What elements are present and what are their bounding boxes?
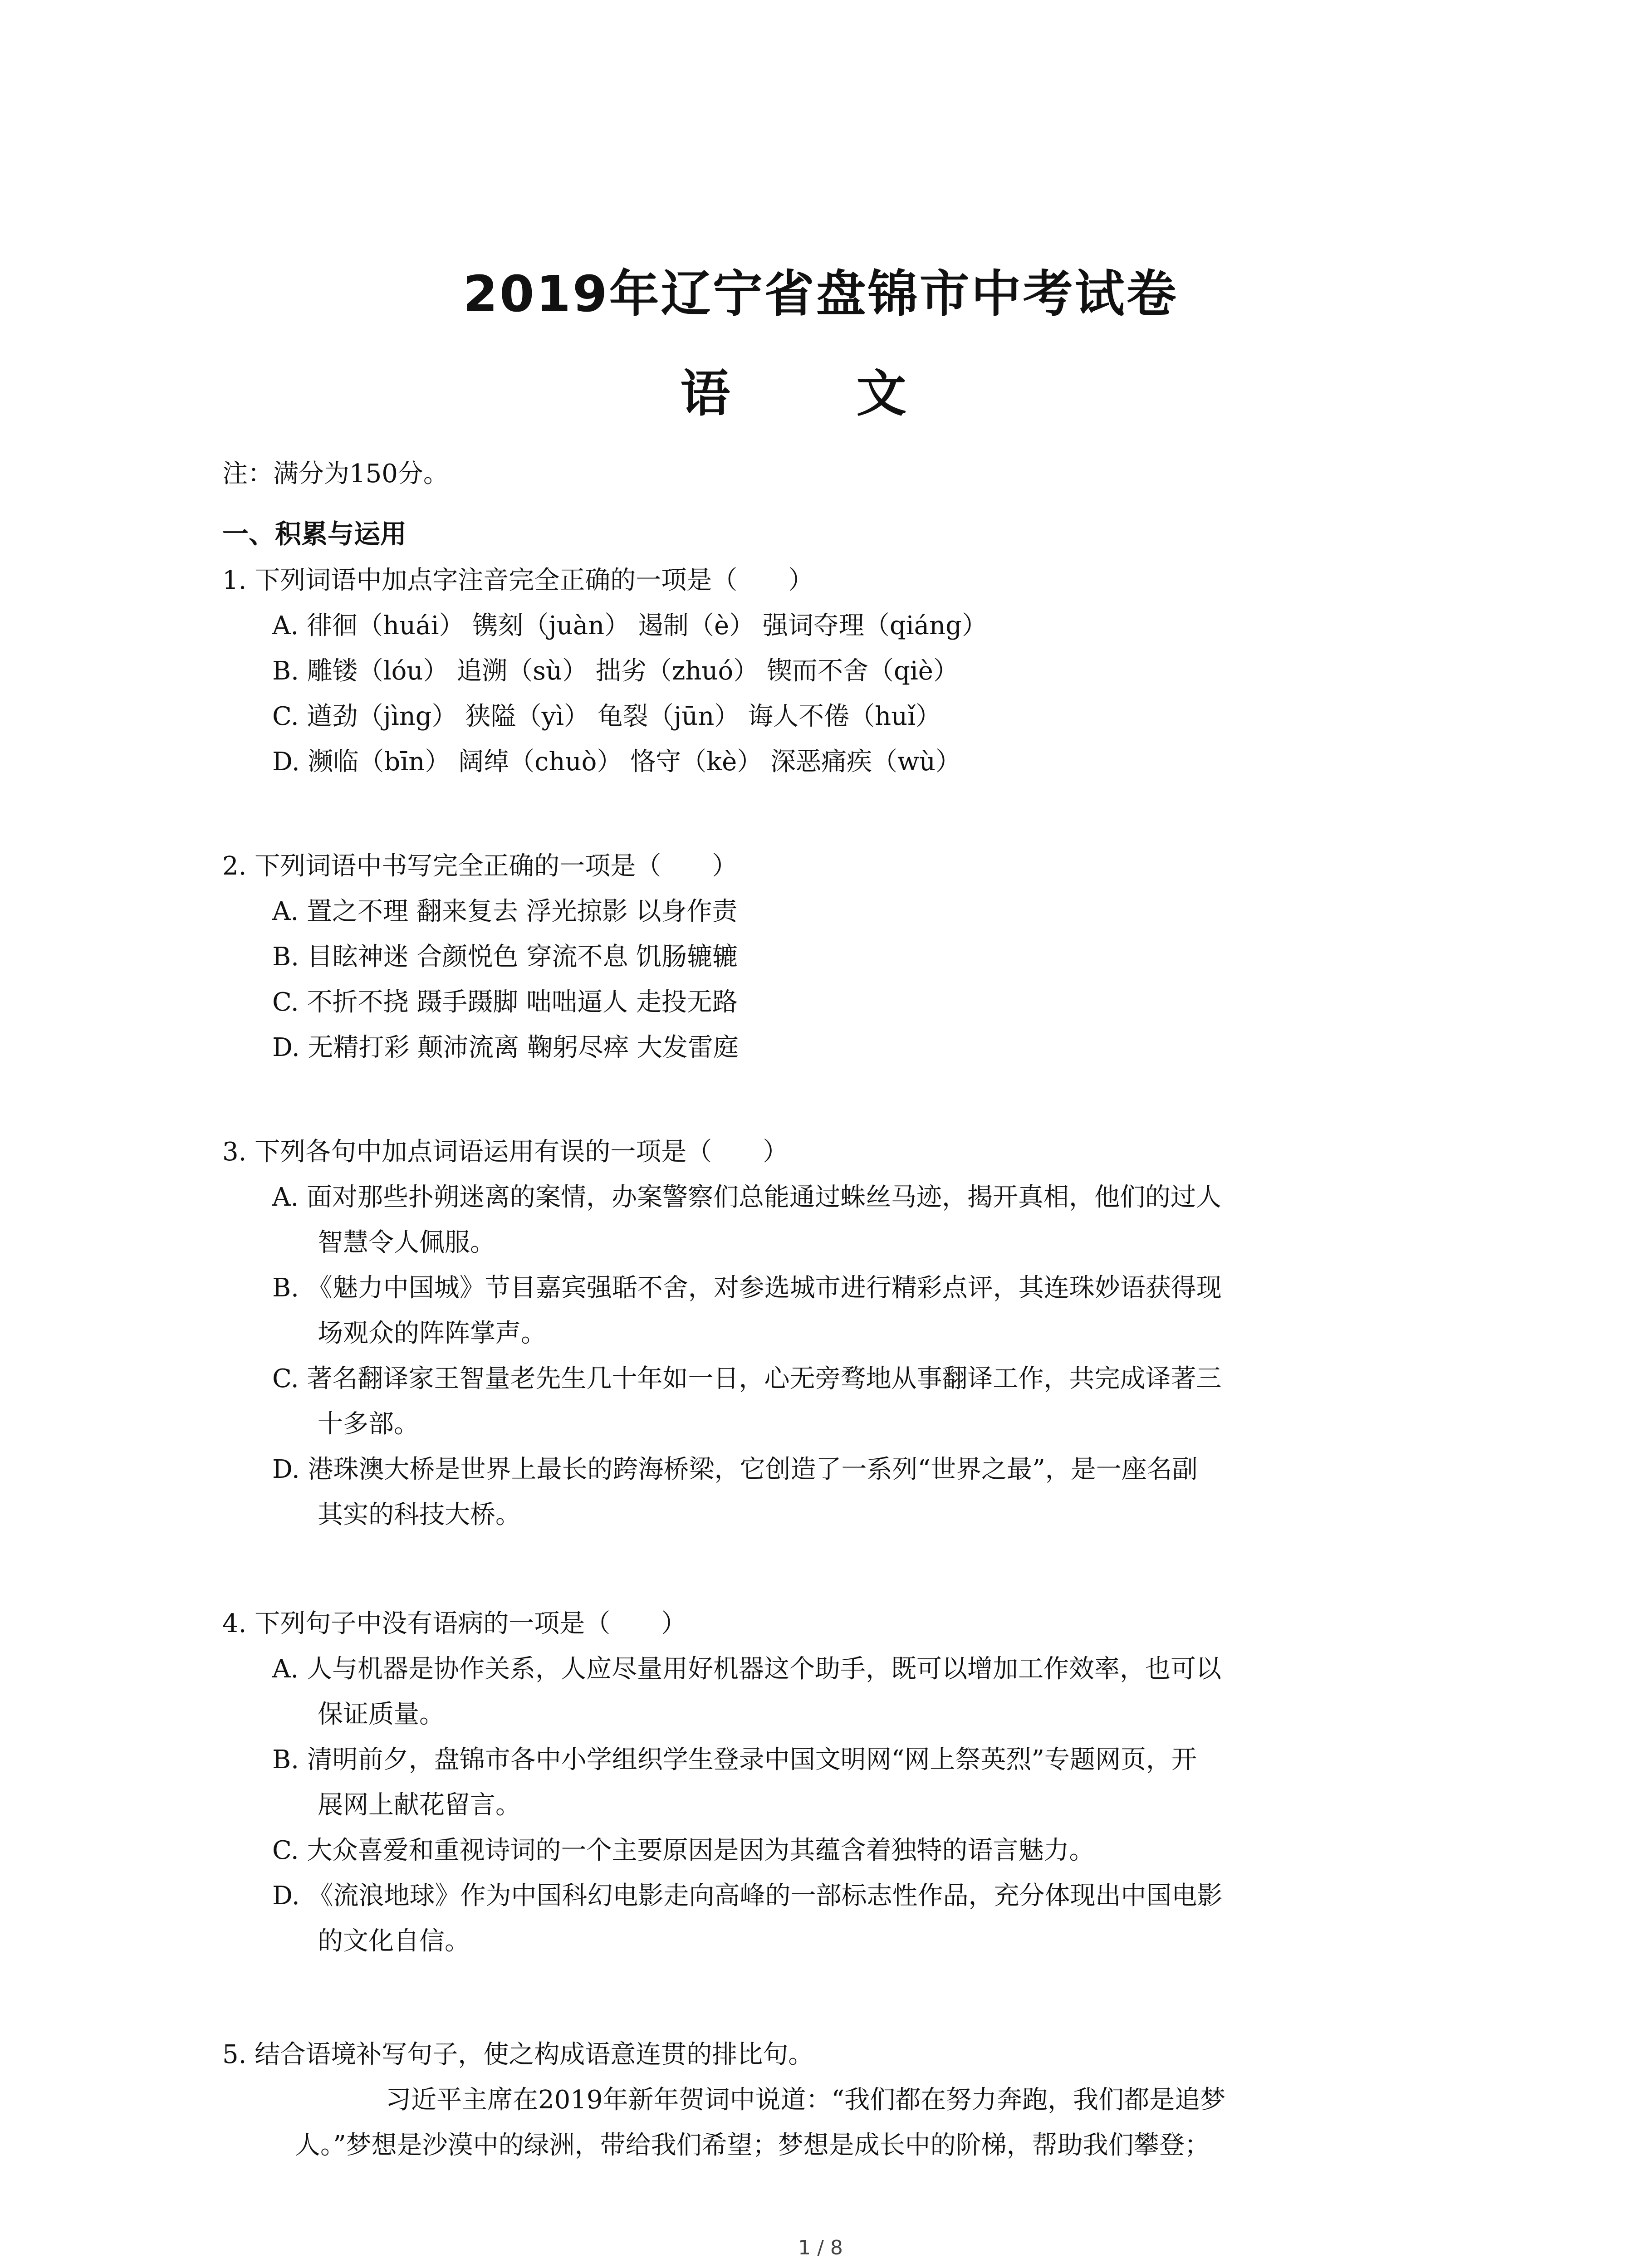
question-5 [222, 2032, 1438, 2168]
question-4 [222, 1601, 1438, 1964]
page-title: 2019年辽宁省盘锦市中考试卷 [463, 265, 1178, 323]
question-2-stem: 2. 下列词语中书写完全正确的一项是（ ） [222, 851, 738, 881]
question-2-option-d: D. 无精打彩 颠沛流离 鞠躬尽瘁 大发雷庭 [272, 1033, 739, 1062]
question-4-option-b: B. 清明前夕，盘锦市各中小学组织学生登录中国文明网“网上祭英烈”专题网页，开 [272, 1745, 1197, 1774]
question-2 [222, 844, 1438, 1070]
question-3-option-b-cont: 场观众的阵阵掌声。 [318, 1319, 546, 1348]
question-1-option-d: D. 濒临（bīn） 阔绰（chuò） 恪守（kè） 深恶痛疾（wù） [272, 747, 961, 777]
question-2-option-a: A. 置之不理 翻来复去 浮光掠影 以身作责 [272, 897, 738, 926]
question-1-option-a: A. 徘徊（huái） 镌刻（juàn） 遏制（è） 强词夺理（qiáng） [272, 611, 987, 640]
subject-heading: 语 文 [680, 365, 961, 423]
page-number: 1 / 8 [798, 2236, 843, 2259]
question-3-option-d-cont: 其实的科技大桥。 [318, 1500, 521, 1530]
question-4-option-b-cont: 展网上献花留言。 [318, 1790, 521, 1820]
question-2-option-b: B. 目眩神迷 合颜悦色 穿流不息 饥肠辘辘 [272, 942, 738, 972]
question-3-option-a: A. 面对那些扑朔迷离的案情，办案警察们总能通过蛛丝马迹，揭开真相，他们的过人 [272, 1183, 1222, 1212]
question-1 [222, 558, 1438, 785]
question-4-stem: 4. 下列句子中没有语病的一项是（ ） [222, 1609, 687, 1638]
question-5-stem: 5. 结合语境补写句子，使之构成语意连贯的排比句。 [222, 2040, 814, 2069]
question-4-option-d-cont: 的文化自信。 [318, 1926, 470, 1956]
question-1-option-c: C. 遒劲（jìng） 狭隘（yì） 龟裂（jūn） 诲人不倦（huǐ） [272, 702, 941, 731]
question-3-option-c-cont: 十多部。 [318, 1409, 419, 1439]
question-2-option-c: C. 不折不挠 蹑手蹑脚 咄咄逼人 走投无路 [272, 987, 738, 1017]
question-1-option-b: B. 雕镂（lóu） 追溯（sù） 拙劣（zhuó） 锲而不舍（qiè） [272, 656, 959, 686]
question-4-option-d: D. 《流浪地球》作为中国科幻电影走向高峰的一部标志性作品，充分体现出中国电影 [272, 1881, 1223, 1911]
question-3-option-b: B. 《魅力中国城》节目嘉宾强聒不舍，对参选城市进行精彩点评，其连珠妙语获得现 [272, 1273, 1222, 1303]
question-3-option-d: D. 港珠澳大桥是世界上最长的跨海桥梁，它创造了一系列“世界之最”，是一座名副 [272, 1455, 1198, 1484]
question-3-option-a-cont: 智慧令人佩服。 [318, 1228, 495, 1257]
question-3-option-c: C. 著名翻译家王智量老先生几十年如一日，心无旁骛地从事翻译工作，共完成译著三 [272, 1364, 1222, 1393]
question-4-option-a-cont: 保证质量。 [318, 1700, 445, 1729]
score-note: 注：满分为150分。 [222, 459, 449, 489]
section-heading: 一、积累与运用 [222, 518, 407, 549]
question-4-option-a: A. 人与机器是协作关系，人应尽量用好机器这个助手，既可以增加工作效率，也可以 [272, 1654, 1222, 1684]
question-4-option-c: C. 大众喜爱和重视诗词的一个主要原因是因为其蕴含着独特的语言魅力。 [272, 1836, 1095, 1865]
question-5-passage-line-2: 人。”梦想是沙漠中的绿洲，带给我们希望；梦想是成长中的阶梯，帮助我们攀登； [295, 2131, 1210, 2160]
question-3-stem: 3. 下列各句中加点词语运用有误的一项是（ ） [222, 1137, 789, 1167]
question-5-passage-line-1: 习近平主席在2019年新年贺词中说道：“我们都在努力奔跑，我们都是追梦 [386, 2085, 1226, 2115]
question-1-stem: 1. 下列词语中加点字注音完全正确的一项是（ ） [222, 566, 814, 595]
question-3 [222, 1129, 1438, 1538]
